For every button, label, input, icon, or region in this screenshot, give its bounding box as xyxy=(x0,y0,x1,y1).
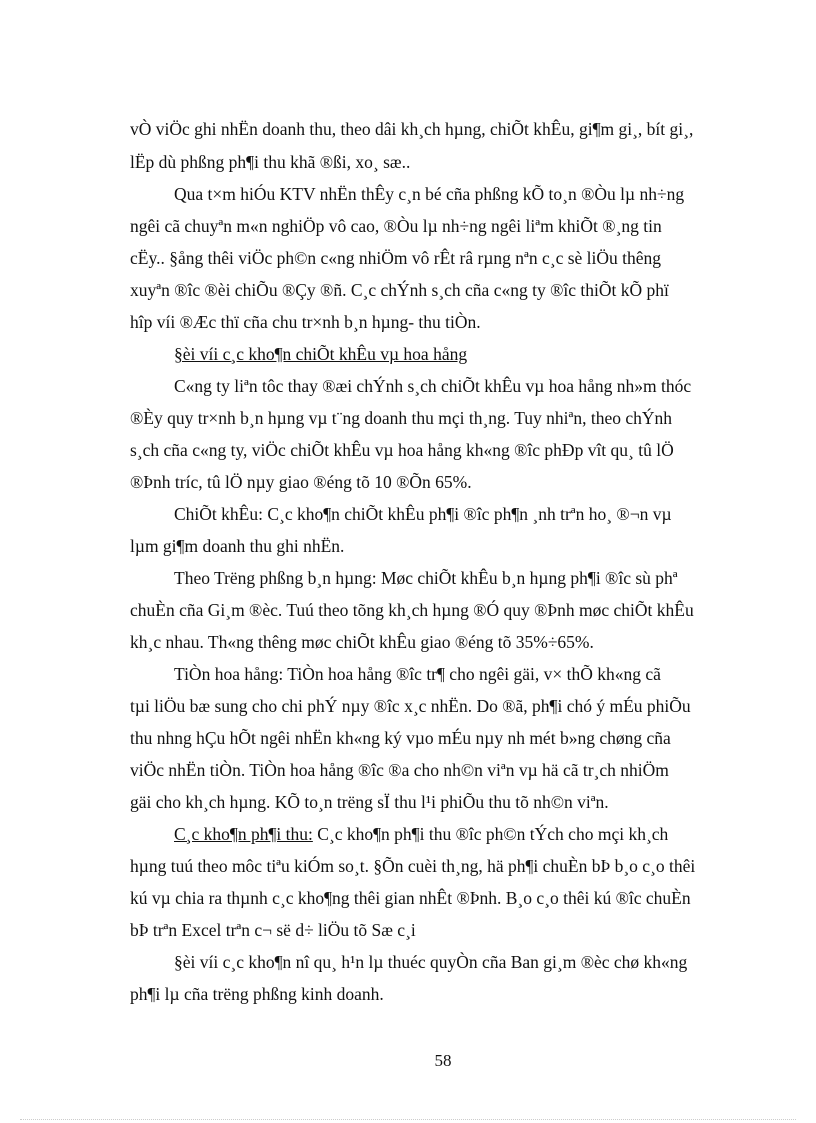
paragraph-line: vÒ viÖc ghi nhËn doanh thu, theo dâi kh¸ch hµng, chiÕt khÊu, gi¶m gi¸, bít gi¸, xyxy=(130,119,694,139)
page-bottom-divider xyxy=(20,1119,796,1120)
paragraph-line: ph¶i lµ cña trëng phßng kinh doanh. xyxy=(130,984,384,1004)
paragraph-line: ChiÕt khÊu: C¸c kho¶n chiÕt khÊu ph¶i ®îc ph¶n ¸nh trªn ho¸ ®¬n vµ xyxy=(174,504,672,524)
paragraph-line: viÖc nhËn tiÒn. TiÒn hoa hång ®îc ®a cho nh©n viªn vµ hä cã tr¸ch nhiÖm xyxy=(130,760,669,780)
paragraph-line: TiÒn hoa hång: TiÒn hoa hång ®îc tr¶ cho ngêi gäi, v× thÕ kh«ng cã xyxy=(174,664,661,684)
paragraph-line: C«ng ty liªn tôc thay ®æi chÝnh s¸ch chiÕt khÊu vµ hoa hång nh»m thóc xyxy=(174,376,692,396)
paragraph-line: gäi cho kh¸ch hµng. KÕ to¸n trëng sÏ thu l¹i phiÕu thu tõ nh©n viªn. xyxy=(130,792,609,812)
paragraph-line: kh¸c nhau. Th«ng thêng møc chiÕt khÊu giao ®éng tõ 35%÷65%. xyxy=(130,632,594,652)
paragraph-line-receivables xyxy=(174,823,668,845)
receivables-heading: C¸c kho¶n ph¶i thu: xyxy=(174,824,313,844)
paragraph-line: xuyªn ®îc ®èi chiÕu ®Çy ®ñ. C¸c chÝnh s¸ch cña c«ng ty ®îc thiÕt kÕ phï xyxy=(130,280,669,300)
paragraph-line: cËy.. §ång thêi viÖc ph©n c«ng nhiÖm vô rÊt râ rµng nªn c¸c sè liÖu thêng xyxy=(130,248,662,268)
paragraph-line: Theo Trëng phßng b¸n hµng: Møc chiÕt khÊu b¸n hµng ph¶i ®îc sù phª xyxy=(174,568,678,588)
page-number: 58 xyxy=(434,1051,452,1070)
paragraph-line: ®Èy quy tr×nh b¸n hµng vµ t¨ng doanh thu mçi th¸ng. Tuy nhiªn, theo chÝnh xyxy=(130,408,673,428)
paragraph-line: lµm gi¶m doanh thu ghi nhËn. xyxy=(130,536,345,556)
paragraph-line: s¸ch cña c«ng ty, viÖc chiÕt khÊu vµ hoa hång kh«ng ®îc phÐp vît qu¸ tû lÖ xyxy=(130,440,674,460)
paragraph-line: chuÈn cña Gi¸m ®èc. Tuú theo tõng kh¸ch hµng ®Ó quy ®Þnh møc chiÕt khÊu xyxy=(130,600,694,620)
paragraph-line: tµi liÖu bæ sung cho chi phÝ nµy ®îc x¸c nhËn. Do ®ã, ph¶i chó ý mÉu phiÕu xyxy=(130,696,691,716)
paragraph-line: ngêi cã chuyªn m«n nghiÖp vô cao, ®Òu lµ nh÷ng ngêi liªm khiÕt ®¸ng tin xyxy=(130,216,662,236)
section-heading: §èi víi c¸c kho¶n chiÕt khÊu vµ hoa hång xyxy=(174,344,468,364)
paragraph-line: bÞ trªn Excel trªn c¬ së d÷ liÖu tõ Sæ c¸i xyxy=(130,920,416,940)
paragraph-line: ®Þnh tríc, tû lÖ nµy giao ®éng tõ 10 ®Õn 65%. xyxy=(130,472,472,492)
paragraph-line: thu nhng hÇu hÕt ngêi nhËn kh«ng ký vµo mÉu nµy nh mét b»ng chøng cña xyxy=(130,728,671,748)
paragraph-line: §èi víi c¸c kho¶n nî qu¸ h¹n lµ thuéc quyÒn cña Ban gi¸m ®èc chø kh«ng xyxy=(174,952,688,972)
receivables-text: C¸c kho¶n ph¶i thu ®îc ph©n tÝch cho mçi kh¸ch xyxy=(312,824,669,844)
paragraph-line: Qua t×m hiÓu KTV nhËn thÊy c¸n bé cña phßng kÕ to¸n ®Òu lµ nh÷ng xyxy=(174,184,685,204)
paragraph-line: hîp víi ®Æc thï cña chu tr×nh b¸n hµng- thu tiÒn. xyxy=(130,312,481,332)
paragraph-line: hµng tuú theo môc tiªu kiÓm so¸t. §Õn cuèi th¸ng, hä ph¶i chuÈn bÞ b¸o c¸o thêi xyxy=(130,856,696,876)
paragraph-line: lËp dù phßng ph¶i thu khã ®ßi, xo¸ sæ.. xyxy=(130,152,411,172)
paragraph-line: kú vµ chia ra thµnh c¸c kho¶ng thêi gian nhÊt ®Þnh. B¸o c¸o thêi kú ®îc chuÈn xyxy=(130,888,691,908)
